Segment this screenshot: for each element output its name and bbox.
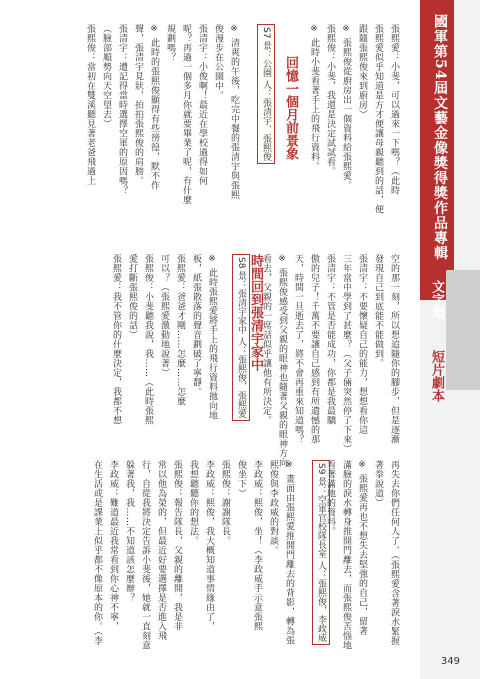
text-line: 俊漫步在公園中。 <box>213 24 223 100</box>
text-line: 張熙俊：謝謝隊長。 <box>220 460 230 546</box>
text-line: （臉部順勢向天空望去） <box>101 24 111 129</box>
text-line: 行，自從我將決定告訴小斐後，她就一直刻意 <box>140 460 150 650</box>
scene-label: S8 <box>236 257 246 269</box>
text-line: 張熙俊：報告隊長，父親的離開，我是非 <box>172 460 182 631</box>
text-line: 常以他為榮的，但最近好要選擇是否進入飛 <box>156 460 166 641</box>
text-line: 再失去你們任何人了。（張熙愛含著淚水緊握 <box>389 460 399 646</box>
text-line: 我想聽聽你的想法。 <box>188 460 198 546</box>
text-line: 板，紙張散落的聲音劃破了寧靜。 <box>191 254 201 397</box>
text-line: 呢？再過一個多月你就要畢業了呢，有什麼 <box>181 24 191 205</box>
text-line: 滿臉的淚水轉身推開門離去，而張熙俊苦惱地 <box>341 460 351 650</box>
text-line: 熙俊與李政威的對談。 <box>268 460 278 555</box>
scene58-text <box>106 254 218 439</box>
scene-header <box>257 24 275 164</box>
text-line: 張熙愛：我不管你的什麼決定，我都不想 <box>111 254 121 425</box>
scene-box <box>312 460 330 645</box>
text-line: 張熙俊：當初在雙溪聽見著老爸飛過上 <box>85 24 95 186</box>
text-line: 跟隨張熙俊來到廚房） <box>357 24 367 119</box>
scene57-text <box>80 24 240 244</box>
category-label: 文字類 <box>429 280 444 319</box>
text-line: 規劃嗎？ <box>165 24 175 62</box>
scene-place: 景：公園 <box>261 41 271 78</box>
text-line: 張熙愛：爸爸才剛……怎麼……怎麼 <box>175 254 185 406</box>
text-line: ※ 此時張熙愛將手上的飛行資料拋向地 <box>207 254 217 420</box>
scene-box <box>232 254 250 421</box>
text-line: 空的那一刻，所以想追隨你的腳步，但是逐漸 <box>389 254 399 444</box>
scene-place: 景：張清宇家中 <box>236 271 246 335</box>
text-line: 看去，父親的一席話似乎讓他有所決定。 <box>261 254 271 425</box>
text-line: 俊坐下） <box>236 460 246 498</box>
scene-cast: 人：張熙俊、李政威 <box>316 561 326 643</box>
text-line: 看著滿地的資料。 <box>325 460 335 536</box>
text-line: ※ 張熙俊從廚房出一個資料給張熙愛。 <box>341 24 351 190</box>
subcategory-label: 短片劇本 <box>429 350 444 402</box>
sidebar-category-band <box>446 270 480 390</box>
text-line: 天，時間一旦逝去了，將不會再重來知道嗎？ <box>293 254 303 444</box>
section-title: 時間回到張清宇家中 <box>248 254 263 371</box>
text-line: 發現自己到底能不能做到。 <box>373 254 383 368</box>
text-line: 李政威：熙俊，坐！（李政威手示意張熙 <box>252 460 262 631</box>
text-line: 李政威：難道最近我常看到你心神不寧， <box>108 460 118 631</box>
text-line: 張清宇：遭記得當時選擇空軍的原因嗎？ <box>117 24 127 195</box>
scene-header <box>232 254 250 421</box>
scene-header <box>312 460 330 645</box>
text-line: 三年當中學到了甚麼？（父子倆突然停了下來） <box>341 254 351 454</box>
scene-place: 景：空軍官校隊長室 <box>316 477 326 559</box>
page-number: 349 <box>440 656 460 667</box>
text-line: 張熙俊：小斐聽我說，我……（此時張熙 <box>143 254 153 425</box>
text-line: 躲著我，我……不知道該怎麼辦？ <box>124 460 134 603</box>
section-title: 回憶一個月前景象 <box>283 56 298 160</box>
scene59-text <box>87 460 295 650</box>
text-line: ※ 畫面由張熙愛推開門離去的背影，轉為張 <box>284 460 294 645</box>
text-line: 張熙愛似乎知道是方才便讓母親聽到的話，便 <box>373 24 383 214</box>
text-line: 愛打斷張熙俊的話） <box>127 254 137 340</box>
text-line: ※ 此時小斐看著手上的飛行資料。 <box>309 24 319 171</box>
scene-label: S9 <box>316 463 326 475</box>
scene-cast: 人：張熙俊、張熙愛 <box>236 337 246 419</box>
text-line: 在生活或是課業上似乎都不像原本的你。（李 <box>92 460 102 646</box>
text-line: 張熙俊：小斐，我還是決定試試看。 <box>325 24 335 176</box>
bottom-right-block <box>320 460 400 650</box>
upper-right-block <box>304 24 400 244</box>
text-line: 著拳說道） <box>373 460 383 508</box>
text-line: 張熙愛：小斐，可以過來一下嗎？（此時 <box>389 24 399 195</box>
lower-middle-block <box>256 254 400 468</box>
text-line: ※ 張熙愛再也不想失去堅強的自己，留著 <box>357 460 367 636</box>
text-line: 張清宇：小俊啊！最近在學校過得如何 <box>197 24 207 186</box>
publication-title: 國軍第54屆文藝金像獎得獎作品專輯 <box>432 14 448 261</box>
scene-label: S7 <box>261 27 271 39</box>
text-line: 張清宇：不要懷疑自己的能力，想想看你這 <box>357 254 367 435</box>
text-line: ※ 張熙俊感受到父親的眼神也隨著父親的眼神方向 <box>277 254 287 468</box>
text-line: ※ 清爽的午後，吃完中餐的張清宇與張熙 <box>229 24 239 200</box>
scene-box <box>257 24 275 164</box>
text-line: 張清宇：不管是否能成功，你都是我最驕 <box>325 254 335 425</box>
text-line: ※ 此時的張熙俊顯得有些徬徨，默不作 <box>149 24 159 190</box>
text-line: 傲的兒子！千萬不要讓自己感到有所遺憾的那 <box>309 254 319 444</box>
scene-cast: 人：張清宇、張熙俊 <box>261 80 271 162</box>
text-line: 聲，張清宇見狀，拍拍張熙俊的肩膀。 <box>133 24 143 186</box>
text-line: 李政威：熙俊，我大概知道事情緣由了， <box>204 460 214 631</box>
text-line: 可以？（張熙愛激動地說著） <box>159 254 169 378</box>
